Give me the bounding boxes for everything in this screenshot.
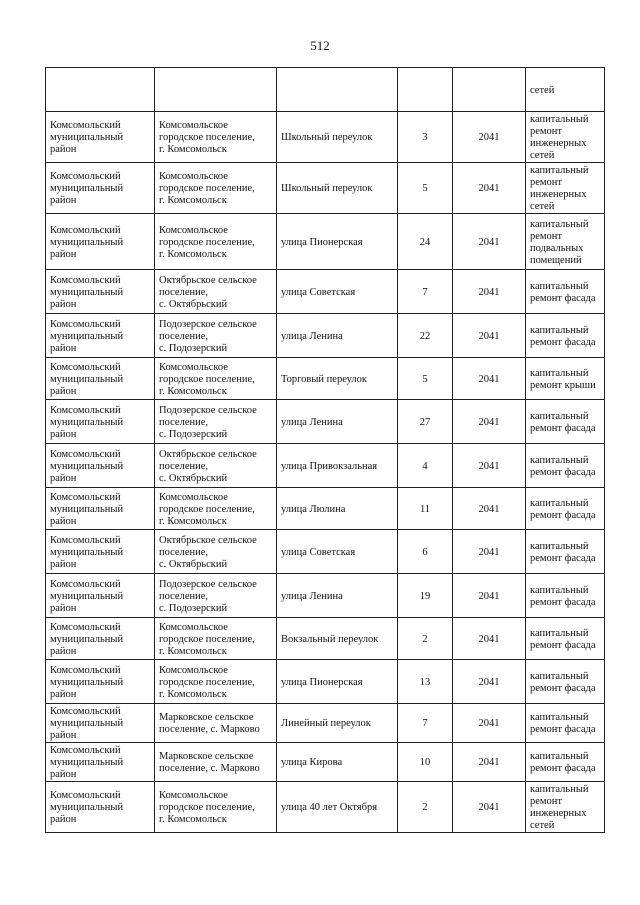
table-row [46,530,605,574]
cell-settlement: Комсомольское городское поселение, г. Комсомольск [155,163,277,214]
cell-settlement: Подозерское сельское поселение, с. Подозерский [155,314,277,358]
cell-district: Комсомольский муниципальный район [46,574,155,618]
cell-year: 2041 [453,618,526,660]
cell-year: 2041 [453,400,526,444]
table-row [46,214,605,270]
cell-district: Комсомольский муниципальный район [46,214,155,270]
table-row [46,400,605,444]
cell-work-type: капитальный ремонт фасада [526,574,605,618]
cell-street: улица Люлина [277,488,398,530]
cell-year: 2041 [453,112,526,163]
cell-street: улица Кирова [277,743,398,782]
cell-street: Торговый переулок [277,358,398,400]
cell-settlement: Октябрьское сельское поселение, с. Октябрьский [155,444,277,488]
table-row [46,163,605,214]
table-body [46,68,605,833]
cell-street: улица Ленина [277,400,398,444]
cell-work-type: капитальный ремонт инженерных сетей [526,163,605,214]
cell-year: 2041 [453,488,526,530]
cell-house: 22 [398,314,453,358]
table-row [46,743,605,782]
cell-district: Комсомольский муниципальный район [46,444,155,488]
cell-settlement [155,68,277,112]
cell-settlement: Комсомольское городское поселение, г. Комсомольск [155,488,277,530]
cell-street [277,68,398,112]
table-row [46,358,605,400]
cell-settlement: Комсомольское городское поселение, г. Комсомольск [155,358,277,400]
cell-work-type: капитальный ремонт фасада [526,743,605,782]
cell-settlement: Подозерское сельское поселение, с. Подозерский [155,400,277,444]
cell-year: 2041 [453,782,526,833]
cell-work-type: капитальный ремонт подвальных помещений [526,214,605,270]
cell-settlement: Подозерское сельское поселение, с. Подозерский [155,574,277,618]
cell-house: 10 [398,743,453,782]
cell-house: 6 [398,530,453,574]
cell-house: 2 [398,618,453,660]
cell-street: Школьный переулок [277,112,398,163]
cell-year [453,68,526,112]
cell-house: 11 [398,488,453,530]
cell-house: 19 [398,574,453,618]
cell-district: Комсомольский муниципальный район [46,704,155,743]
cell-year: 2041 [453,574,526,618]
cell-house: 27 [398,400,453,444]
cell-district: Комсомольский муниципальный район [46,782,155,833]
cell-district [46,68,155,112]
cell-district: Комсомольский муниципальный район [46,660,155,704]
table-row [46,444,605,488]
cell-street: улица Советская [277,270,398,314]
cell-year: 2041 [453,270,526,314]
cell-settlement: Комсомольское городское поселение, г. Комсомольск [155,112,277,163]
cell-district: Комсомольский муниципальный район [46,488,155,530]
cell-settlement: Комсомольское городское поселение, г. Комсомольск [155,214,277,270]
repair-schedule-table [45,67,605,833]
cell-house: 5 [398,163,453,214]
cell-house: 2 [398,782,453,833]
table-row [46,618,605,660]
cell-district: Комсомольский муниципальный район [46,358,155,400]
cell-work-type: капитальный ремонт инженерных сетей [526,112,605,163]
cell-work-type: капитальный ремонт фасада [526,400,605,444]
cell-street: улица Ленина [277,574,398,618]
cell-year: 2041 [453,214,526,270]
cell-settlement: Марковское сельское поселение, с. Марково [155,704,277,743]
table-row [46,112,605,163]
cell-settlement: Комсомольское городское поселение, г. Комсомольск [155,660,277,704]
cell-work-type: сетей [526,68,605,112]
cell-street: улица Привокзальная [277,444,398,488]
cell-street: Линейный переулок [277,704,398,743]
cell-house [398,68,453,112]
cell-work-type: капитальный ремонт крыши [526,358,605,400]
cell-district: Комсомольский муниципальный район [46,530,155,574]
cell-work-type: капитальный ремонт фасада [526,488,605,530]
cell-street: улица 40 лет Октября [277,782,398,833]
cell-district: Комсомольский муниципальный район [46,270,155,314]
cell-work-type: капитальный ремонт фасада [526,618,605,660]
cell-work-type: капитальный ремонт фасада [526,530,605,574]
cell-work-type: капитальный ремонт фасада [526,660,605,704]
cell-house: 4 [398,444,453,488]
cell-street: улица Пионерская [277,660,398,704]
table-row-continued [46,68,605,112]
table-row [46,270,605,314]
cell-district: Комсомольский муниципальный район [46,743,155,782]
cell-house: 7 [398,270,453,314]
cell-work-type: капитальный ремонт фасада [526,270,605,314]
cell-work-type: капитальный ремонт фасада [526,704,605,743]
page-number: 512 [310,38,330,53]
cell-district: Комсомольский муниципальный район [46,112,155,163]
table-row [46,782,605,833]
cell-year: 2041 [453,660,526,704]
cell-year: 2041 [453,530,526,574]
table-row [46,704,605,743]
cell-year: 2041 [453,444,526,488]
cell-district: Комсомольский муниципальный район [46,400,155,444]
cell-settlement: Комсомольское городское поселение, г. Комсомольск [155,782,277,833]
cell-year: 2041 [453,358,526,400]
cell-house: 3 [398,112,453,163]
cell-street: Школьный переулок [277,163,398,214]
table-row [46,488,605,530]
cell-year: 2041 [453,704,526,743]
table-row [46,314,605,358]
cell-settlement: Октябрьское сельское поселение, с. Октябрьский [155,530,277,574]
cell-settlement: Марковское сельское поселение, с. Марково [155,743,277,782]
cell-work-type: капитальный ремонт фасада [526,444,605,488]
cell-work-type: капитальный ремонт фасада [526,314,605,358]
cell-settlement: Комсомольское городское поселение, г. Комсомольск [155,618,277,660]
cell-district: Комсомольский муниципальный район [46,163,155,214]
cell-district: Комсомольский муниципальный район [46,314,155,358]
cell-street: улица Пионерская [277,214,398,270]
cell-house: 7 [398,704,453,743]
cell-street: Вокзальный переулок [277,618,398,660]
cell-year: 2041 [453,314,526,358]
cell-district: Комсомольский муниципальный район [46,618,155,660]
cell-house: 24 [398,214,453,270]
cell-year: 2041 [453,743,526,782]
cell-house: 5 [398,358,453,400]
table-row [46,660,605,704]
cell-street: улица Ленина [277,314,398,358]
cell-year: 2041 [453,163,526,214]
cell-street: улица Советская [277,530,398,574]
table-row [46,574,605,618]
cell-house: 13 [398,660,453,704]
cell-settlement: Октябрьское сельское поселение, с. Октябрьский [155,270,277,314]
cell-work-type: капитальный ремонт инженерных сетей [526,782,605,833]
